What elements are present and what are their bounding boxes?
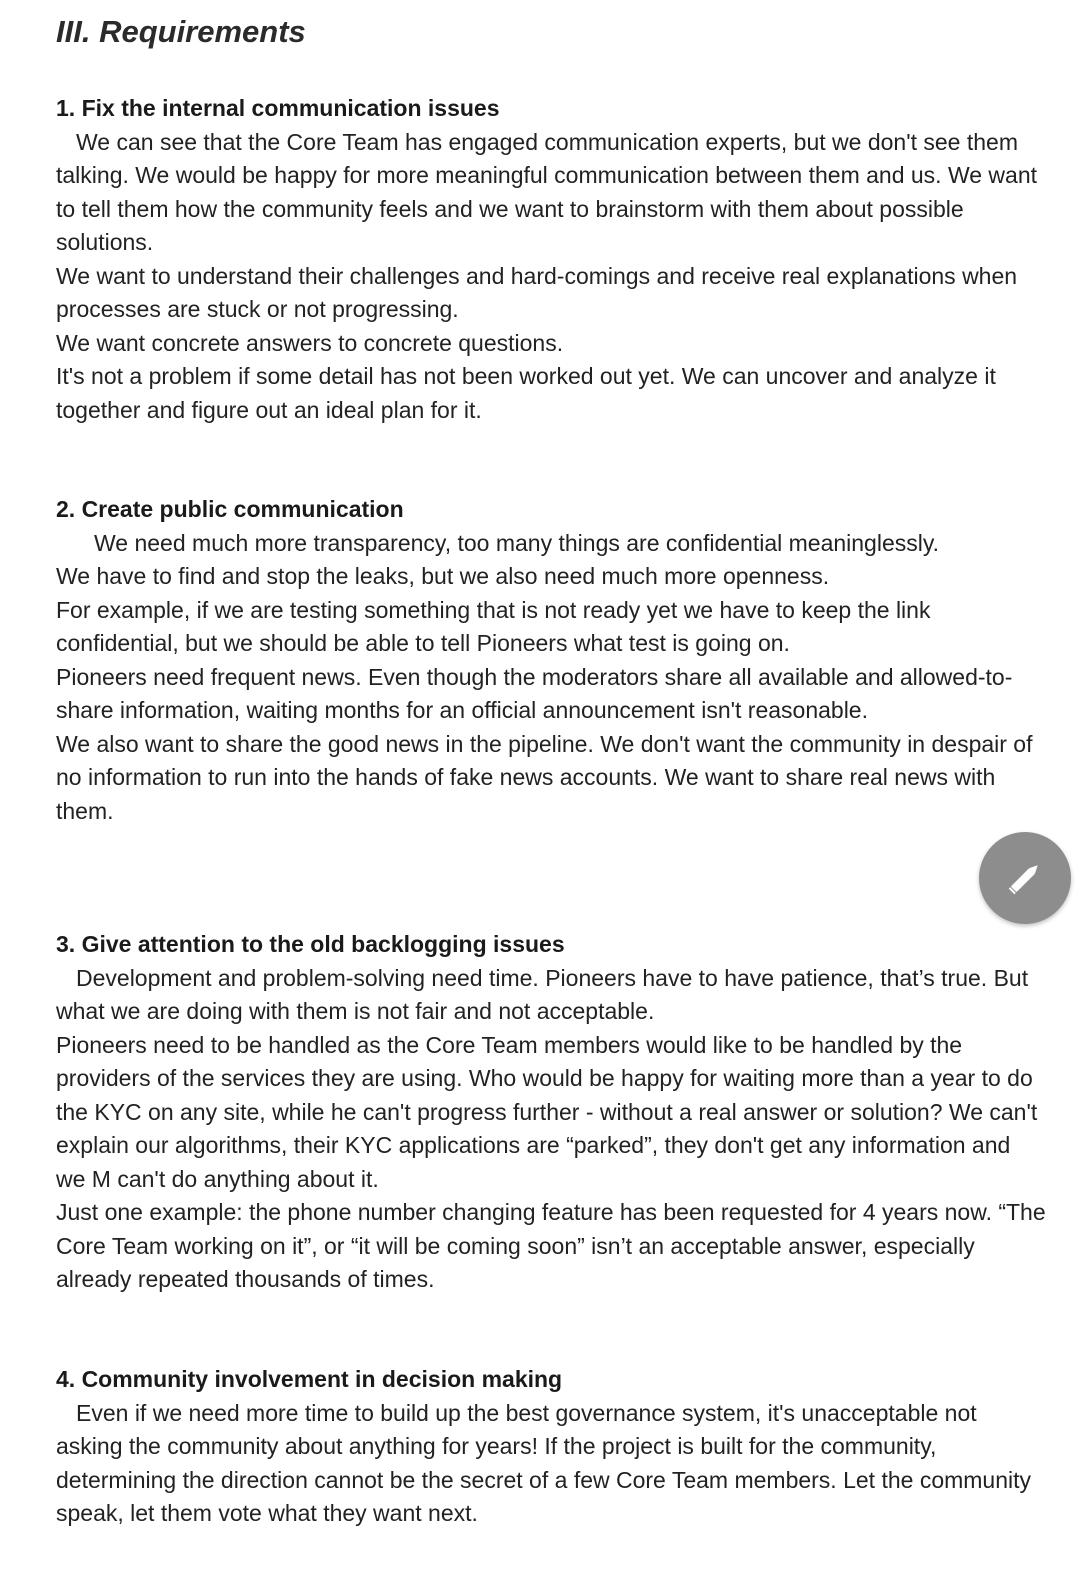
paragraph: For example, if we are testing something that is not ready yet we have to keep the link confidential, but we should be able to tell Pioneers what test is going on. (56, 596, 931, 656)
paragraph: We also want to share the good news in the pipeline. We don't want the community in despair of no information to run into the hands of fake news accounts. We want to share real news with them. (56, 730, 1033, 824)
edit-button[interactable] (979, 832, 1071, 924)
paragraph: We need much more transparency, too many things are confidential meaninglessly. (94, 529, 940, 556)
paragraph: Just one example: the phone number changing feature has been requested for 4 years now. “The Core Team working on it”, or “it will be coming soon” isn’t an acceptable answer, especially already repeated thousands of times. (56, 1199, 1046, 1292)
paragraph: Even if we need more time to build up the best governance system, it's unacceptable not asking the community about anything for years! If the project is built for the community, determining the direction cannot be the secret of a few Core Team members. Let the community speak, let them vote what they want next. (56, 1399, 1032, 1526)
paragraph: Pioneers need frequent news. Even though the moderators share all available and allowed-to-share information, waiting months for an official announcement isn't reasonable. (56, 663, 1013, 723)
section-backlog-issues (56, 928, 1046, 1297)
pencil-icon (1001, 854, 1049, 902)
section-public-communication (56, 493, 1046, 828)
paragraph: We can see that the Core Team has engaged communication experts, but we don't see them talking. We would be happy for more meaningful communication between them and us. We want to tell them how the community feels and we want to brainstorm with them about possible solutions. (56, 128, 1038, 255)
paragraph: We want concrete answers to concrete questions. (56, 329, 564, 356)
paragraph: Pioneers need to be handled as the Core Team members would like to be handled by the providers of the services they are using. Who would be happy for waiting more than a year to do the KYC on any site, while he can't progress further - without a real answer or solution? We can't explain our algorithms, their KYC applications are “parked”, they don't get any information and we M can't do anything about it. (56, 1031, 1038, 1192)
section-internal-communication (56, 92, 1046, 427)
paragraph: Development and problem-solving need time. Pioneers have to have patience, that’s true. But what we are doing with them is not fair and not acceptable. (56, 964, 1029, 1024)
section-heading: 3. Give attention to the old backlogging issues (56, 931, 565, 957)
paragraph: We have to find and stop the leaks, but we also need much more openness. (56, 563, 830, 589)
paragraph: We want to understand their challenges and hard-comings and receive real explanations when processes are stuck or not progressing. (56, 262, 1018, 322)
section-heading: 2. Create public communication (56, 496, 404, 522)
section-heading: 4. Community involvement in decision making (56, 1366, 563, 1392)
section-heading: 1. Fix the internal communication issues (56, 95, 500, 121)
paragraph: It's not a problem if some detail has not been worked out yet. We can uncover and analyze it together and figure out an ideal plan for it. (56, 363, 996, 423)
section-community-involvement (56, 1363, 1046, 1531)
document-title: III. Requirements (56, 14, 306, 49)
